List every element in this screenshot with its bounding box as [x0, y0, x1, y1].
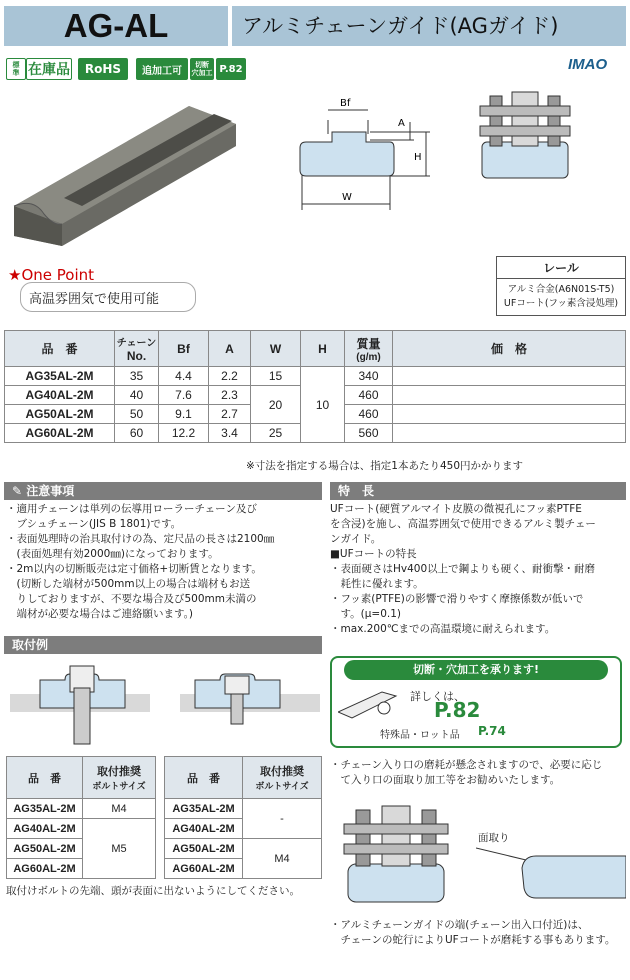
cut-service-title: 切断・穴加工を承ります!: [344, 660, 608, 680]
product-title: アルミチェーンガイド(AGガイド): [232, 6, 626, 46]
standard-badge: 標 準: [6, 58, 26, 80]
imao-logo: IMAO: [568, 56, 608, 73]
rohs-badge: RoHS: [78, 58, 128, 80]
rail-spec-box: [496, 256, 626, 316]
table-row: AG50AL-2M M4: [165, 839, 322, 859]
rail-material: アルミ合金(A6N01S-T5): [507, 284, 615, 295]
mount-table-right: 品 番 取付推奨 ボルトサイズ AG35AL-2M - AG40AL-2M AG50AL-2M M4 AG60AL-2M: [164, 756, 322, 879]
chamfer-note-1: ・チェーン入り口の磨耗が懸念されますので、必要に応じ て入り口の面取り加工等をお勧めいたします。: [330, 759, 603, 786]
pencil-icon: ✎: [12, 484, 27, 498]
table-row: AG50AL-2M 50 9.1 2.7 460: [5, 405, 626, 424]
table-row: AG60AL-2M: [7, 859, 156, 879]
caution-text: ・適用チェーンは単列の伝導用ローラーチェーン及び ブシュチェーン(JIS B 1801)です。 ・表面処理時の治具取付けの為、定尺品の長さは2100㎜ (表面処理有効2000㎜)になっております。 ・2m以内の切断販売は定寸価格+切断賃となります。 (切断した端材が500mm以上の場合は端材もお送 りしておりますが、不要な場合及び500mm未満の 端材が必要な場合はご連絡願います。): [6, 503, 275, 620]
svg-text:Bf: Bf: [340, 98, 351, 109]
cut-detail: 詳しくは、: [410, 690, 465, 703]
table-row: AG40AL-2M 40 7.6 2.3 20 460: [5, 386, 626, 405]
col-a: A: [209, 331, 251, 367]
rail-header: レール: [497, 257, 625, 279]
features-text: UFコート(硬質アルマイト皮膜の微視孔にフッ素PTFE を含浸)を施し、高温雰囲気で使用できるアルミ製チェー ンガイド。 ■UFコートの特長 ・表面硬さはHv400以上で鋼よりも硬く、耐衝撃・耐磨 耗性に優れます。 ・フッ素(PTFE)の影響で滑りやすく摩擦係数が低いで す。(μ=0.1) ・max.200℃までの高温環境に耐えられます。: [330, 503, 596, 635]
cut-illustration: [338, 684, 398, 724]
special-page-link[interactable]: P.74: [478, 724, 506, 738]
product-code: AG-AL: [4, 6, 228, 46]
caution-header: ✎ 注意事項: [4, 482, 322, 500]
special-label: 特殊品・ロット品: [380, 730, 460, 741]
h-value: 10: [301, 367, 345, 443]
col-w: W: [251, 331, 301, 367]
mount-diagram: [10, 660, 320, 750]
spec-note: ※寸法を指定する場合は、指定1本あたり450円かかります: [246, 460, 524, 472]
page-badge: P.82: [216, 58, 246, 80]
col-part: 品 番: [5, 331, 115, 367]
mount-note: 取付けボルトの先端、頭が表面に出ないようにしてください。: [6, 885, 300, 897]
table-row: AG35AL-2M 35 4.4 2.2 15 10 340: [5, 367, 626, 386]
table-row: AG40AL-2M M5: [7, 819, 156, 839]
col-bf: Bf: [159, 331, 209, 367]
chamfer-rail-diagram: [476, 846, 626, 906]
one-point-text: 高温雰囲気で使用可能: [20, 282, 196, 312]
addon-badge: 追加工可: [136, 58, 188, 80]
chamfer-label: 面取り: [478, 832, 510, 844]
col-h: H: [301, 331, 345, 367]
svg-text:H: H: [414, 152, 422, 163]
mount-table-left: 品 番 取付推奨 ボルトサイズ AG35AL-2M M4 AG40AL-2M M5 AG50AL-2M AG60AL-2M: [6, 756, 156, 879]
spec-table: [4, 330, 626, 443]
cut-page-link[interactable]: P.82: [434, 698, 481, 722]
dimension-diagram: [290, 86, 626, 218]
chamfer-note-2: ・アルミチェーンガイドの端(チェーン出入口付近)は、 チェーンの蛇行によりUFコートが磨耗する事もあります。: [330, 919, 616, 946]
rail-coating: UFコート(フッ素含浸処理): [503, 298, 619, 309]
table-row: AG35AL-2M M4: [7, 799, 156, 819]
table-row: AG35AL-2M -: [165, 799, 322, 819]
table-row: AG50AL-2M: [7, 839, 156, 859]
stock-badge: 在庫品: [26, 58, 72, 80]
svg-text:W: W: [342, 192, 352, 203]
cut-badge: 切断 穴加工: [190, 58, 214, 80]
chamfer-chain-diagram: [340, 796, 460, 908]
col-price: 価 格: [393, 331, 626, 367]
features-header: 特 長: [330, 482, 626, 500]
svg-text:A: A: [398, 118, 405, 129]
product-photo: [4, 86, 244, 256]
table-row: AG40AL-2M: [165, 819, 322, 839]
mount-header: 取付例: [4, 636, 322, 654]
table-row: AG60AL-2M: [165, 859, 322, 879]
one-point-title: ★One Point: [8, 266, 95, 284]
col-chain: チェーン No.: [115, 331, 159, 367]
table-row: AG60AL-2M 60 12.2 3.4 25 560: [5, 424, 626, 443]
col-mass: 質量 (g/m): [345, 331, 393, 367]
